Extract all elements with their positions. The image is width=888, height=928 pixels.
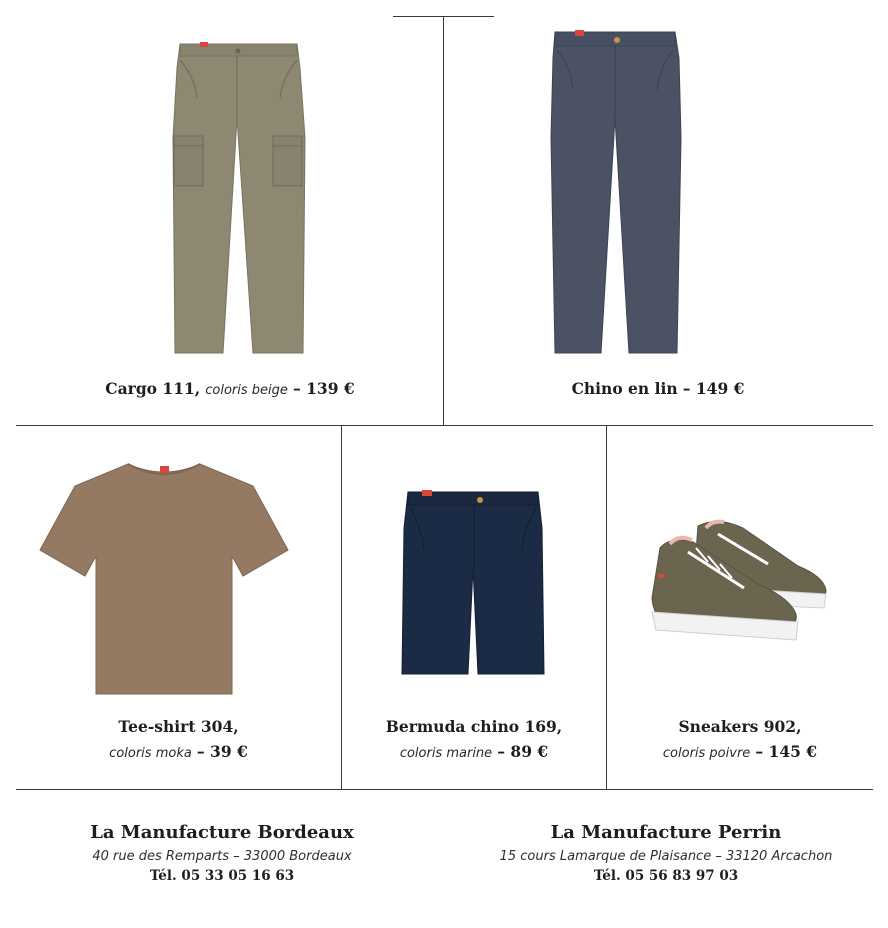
t-shirt-image	[38, 458, 290, 698]
product-caption-sneakers	[607, 717, 873, 761]
bermuda-shorts-image	[398, 488, 548, 680]
row-divider-bottom	[16, 789, 873, 790]
product-name: Tee-shirt 304,	[118, 717, 239, 736]
product-price: – 145 €	[755, 742, 818, 761]
row-divider-top	[16, 425, 873, 426]
store-phone: Tél. 05 56 83 97 03	[593, 868, 739, 884]
product-price: – 149 €	[682, 379, 745, 398]
product-caption-bermuda	[342, 717, 606, 761]
product-price: – 39 €	[196, 742, 248, 761]
cargo-pants-image	[165, 38, 310, 358]
product-caption-cargo	[20, 379, 440, 398]
product-caption-chino	[448, 379, 868, 398]
product-price: – 89 €	[497, 742, 549, 761]
product-price: – 139 €	[293, 379, 355, 398]
product-name: Chino en lin	[571, 379, 678, 398]
product-color: coloris beige	[205, 383, 288, 398]
product-color: coloris moka	[109, 746, 192, 761]
store-bordeaux	[16, 822, 428, 884]
store-phone: Tél. 05 33 05 16 63	[149, 868, 295, 884]
product-caption-tshirt	[16, 717, 341, 761]
sneakers-image	[648, 518, 833, 646]
store-name: La Manufacture Bordeaux	[90, 822, 354, 843]
product-name: Sneakers 902,	[678, 717, 802, 736]
product-name: Cargo 111,	[105, 379, 201, 398]
product-color: coloris marine	[399, 746, 493, 761]
store-address: 15 cours Lamarque de Plaisance – 33120 Arcachon	[499, 849, 833, 864]
product-name: Bermuda chino 169,	[385, 717, 563, 736]
product-color: coloris poivre	[662, 746, 751, 761]
linen-chino-pants-image	[545, 28, 685, 358]
row1-vertical-divider	[443, 16, 444, 426]
store-name: La Manufacture Perrin	[550, 822, 782, 843]
store-address: 40 rue des Remparts – 33000 Bordeaux	[92, 849, 352, 864]
store-perrin	[458, 822, 874, 884]
